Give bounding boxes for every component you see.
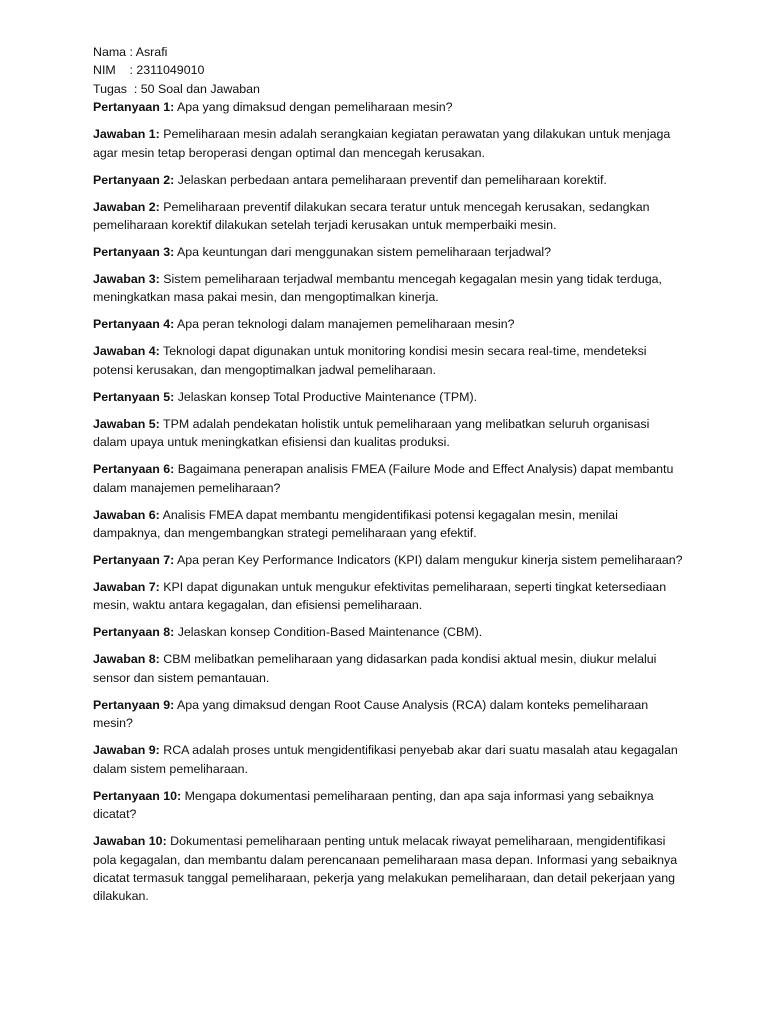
document-page — [93, 43, 683, 914]
answer-10 — [93, 832, 683, 906]
answer-label-5: Jawaban 5: — [93, 416, 160, 431]
answer-text-3: Sistem pemeliharaan terjadwal membantu mencegah kegagalan mesin yang tidak terduga, meningkatkan masa pakai mesin, dan mengoptimalkan kinerja. — [93, 272, 662, 305]
question-label-2: Pertanyaan 2: — [93, 172, 175, 187]
answer-label-10: Jawaban 10: — [93, 834, 167, 849]
question-label-7: Pertanyaan 7: — [93, 553, 175, 568]
student-name-line: Nama : Asrafi — [93, 45, 168, 59]
question-text-3: Apa keuntungan dari menggunakan sistem pemeliharaan terjadwal? — [177, 245, 552, 260]
question-3 — [93, 243, 683, 261]
answer-6 — [93, 506, 683, 543]
answer-label-6: Jawaban 6: — [93, 507, 160, 522]
answer-text-10: Dokumentasi pemeliharaan penting untuk melacak riwayat pemeliharaan, mengidentifikasi pola kegagalan, dan membantu dalam perencanaan pemeliharaan masa depan. Informasi yang sebaiknya dicatat termasuk tanggal pemeliharaan, pekerja yang melakukan pemeliharaan, dan detail pekerjaan yang dilakukan. — [93, 834, 678, 904]
question-label-3: Pertanyaan 3: — [93, 245, 175, 260]
question-5 — [93, 388, 683, 406]
question-label-6: Pertanyaan 6: — [93, 462, 175, 477]
answer-label-2: Jawaban 2: — [93, 199, 160, 214]
assignment-label: Tugas — [93, 81, 127, 96]
answer-5 — [93, 415, 683, 452]
question-label-1: Pertanyaan 1: — [93, 100, 175, 115]
answer-text-9: RCA adalah proses untuk mengidentifikasi penyebab akar dari suatu masalah atau kegagalan dalam sistem pemeliharaan. — [93, 743, 678, 776]
answer-label-9: Jawaban 9: — [93, 743, 160, 758]
student-id-line: NIM : 2311049010 — [93, 63, 205, 78]
question-text-10: Mengapa dokumentasi pemeliharaan penting, dan apa saja informasi yang sebaiknya dicatat? — [93, 788, 654, 822]
answer-3 — [93, 270, 683, 307]
question-4 — [93, 315, 683, 333]
question-text-8: Jelaskan konsep Condition-Based Maintenance (CBM). — [177, 625, 483, 640]
question-2 — [93, 171, 683, 189]
question-text-4: Apa peran teknologi dalam manajemen pemeliharaan mesin? — [177, 317, 515, 332]
answer-1 — [93, 125, 683, 162]
answer-label-4: Jawaban 4: — [93, 344, 160, 359]
question-text-2: Jelaskan perbedaan antara pemeliharaan preventif dan pemeliharaan korektif. — [177, 172, 607, 187]
answer-4 — [93, 342, 683, 379]
answer-label-3: Jawaban 3: — [93, 272, 160, 287]
question-6 — [93, 460, 683, 497]
question-label-8: Pertanyaan 8: — [93, 625, 175, 640]
assignment-line: Tugas : 50 Soal dan Jawaban — [93, 81, 260, 96]
answer-8 — [93, 650, 683, 687]
question-answer-list — [93, 98, 683, 906]
answer-text-1: Pemeliharaan mesin adalah serangkaian kegiatan perawatan yang dilakukan untuk menjaga agar mesin tetap beroperasi dengan optimal dan mencegah kerusakan. — [93, 127, 671, 160]
student-id-value: 2311049010 — [136, 63, 205, 78]
question-text-6: Bagaimana penerapan analisis FMEA (Failure Mode and Effect Analysis) dapat membantu dalam manajemen pemeliharaan? — [93, 462, 674, 495]
question-label-10: Pertanyaan 10: — [93, 788, 182, 803]
question-text-1: Apa yang dimaksud dengan pemeliharaan mesin? — [177, 100, 453, 115]
question-text-5: Jelaskan konsep Total Productive Maintenance (TPM). — [177, 389, 478, 404]
answer-text-6: Analisis FMEA dapat membantu mengidentifikasi potensi kegagalan mesin, menilai dampaknya, dan mengembangkan strategi pemeliharaan yang efektif. — [93, 507, 618, 541]
question-text-7: Apa peran Key Performance Indicators (KPI) dalam mengukur kinerja sistem pemeliharaan? — [177, 553, 683, 568]
question-label-9: Pertanyaan 9: — [93, 697, 175, 712]
answer-text-8: CBM melibatkan pemeliharaan yang didasarkan pada kondisi aktual mesin, diukur melalui sensor dan sistem pemantauan. — [93, 652, 657, 685]
question-1 — [93, 98, 683, 116]
answer-9 — [93, 741, 683, 778]
question-8 — [93, 623, 683, 641]
answer-2 — [93, 198, 683, 235]
student-name-value: Asrafi — [135, 45, 168, 59]
answer-text-5: TPM adalah pendekatan holistik untuk pemeliharaan yang melibatkan seluruh organisasi dalam upaya untuk meningkatkan efisiensi dan kualitas produksi. — [93, 416, 650, 450]
question-text-9: Apa yang dimaksud dengan Root Cause Analysis (RCA) dalam konteks pemeliharaan mesin? — [93, 697, 649, 731]
question-label-4: Pertanyaan 4: — [93, 317, 175, 332]
student-id-label: NIM — [93, 63, 116, 78]
answer-text-7: KPI dapat digunakan untuk mengukur efektivitas pemeliharaan, seperti tingkat ketersediaan mesin, waktu antara kegagalan, dan efisiensi pemeliharaan. — [93, 580, 667, 613]
question-label-5: Pertanyaan 5: — [93, 389, 175, 404]
answer-text-4: Teknologi dapat digunakan untuk monitoring kondisi mesin secara real-time, mendeteksi potensi kerusakan, dan mengoptimalkan jadwal pemeliharaan. — [93, 344, 647, 377]
assignment-value: 50 Soal dan Jawaban — [140, 81, 260, 96]
answer-label-1: Jawaban 1: — [93, 127, 160, 142]
answer-label-8: Jawaban 8: — [93, 652, 160, 667]
question-9 — [93, 696, 683, 733]
question-10 — [93, 787, 683, 824]
student-name-label: Nama — [93, 45, 127, 59]
answer-label-7: Jawaban 7: — [93, 580, 160, 595]
question-7 — [93, 551, 683, 569]
answer-7 — [93, 578, 683, 615]
answer-text-2: Pemeliharaan preventif dilakukan secara teratur untuk mencegah kerusakan, sedangkan pemeliharaan korektif dilakukan setelah terjadi kerusakan untuk memperbaiki mesin. — [93, 199, 650, 233]
